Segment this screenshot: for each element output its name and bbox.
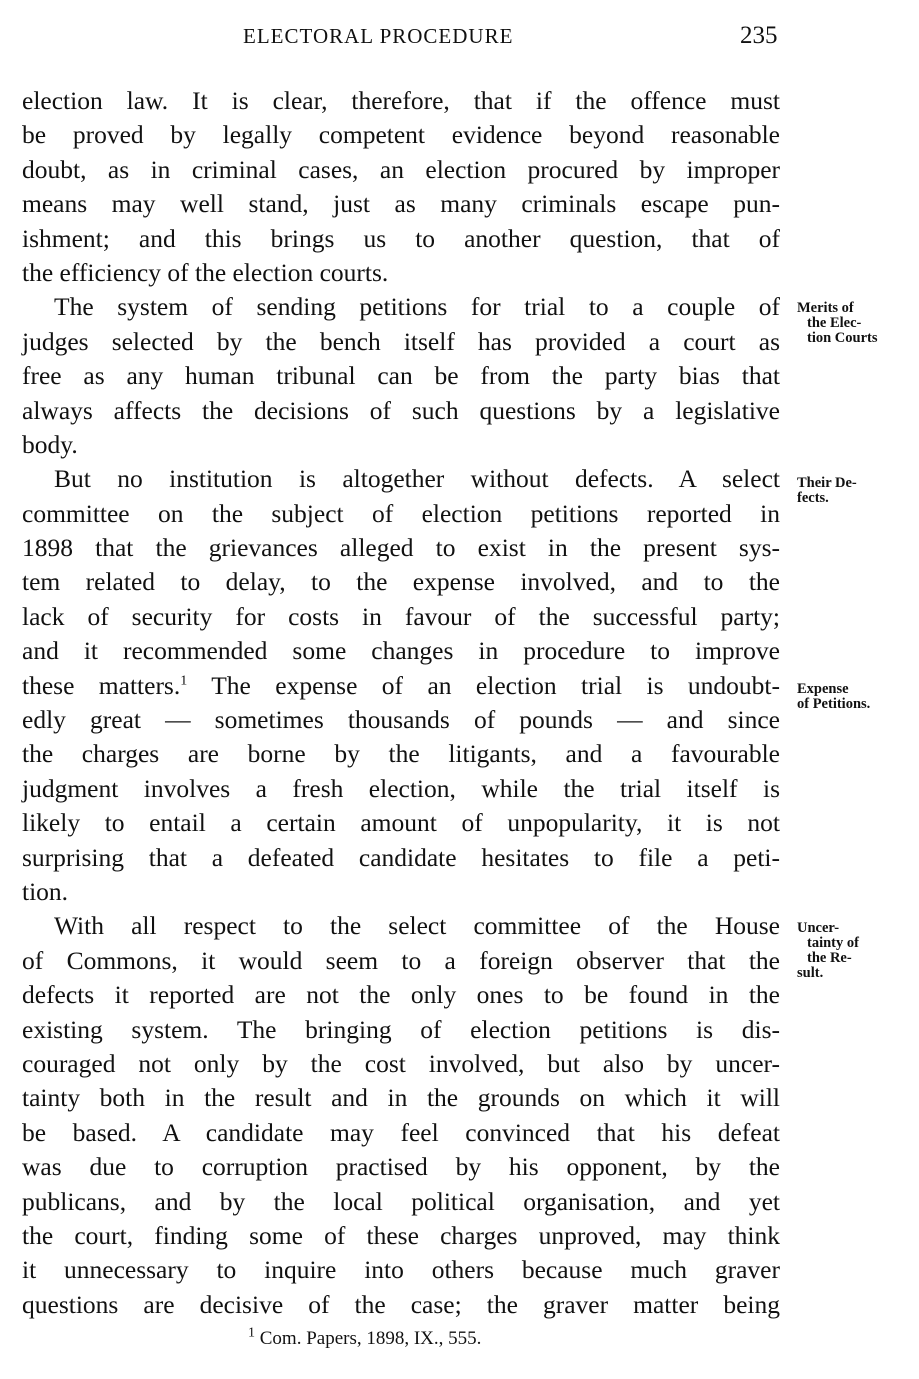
sidenote-line: Expense [797, 681, 849, 697]
sidenote-line: tainty of [807, 935, 859, 951]
text-line: tion. [22, 876, 69, 906]
text-line: be based. A candidate may feel convinced that his defeat [22, 1117, 780, 1147]
text-line: doubt, as in criminal cases, an election procured by improper [22, 154, 780, 184]
sidenote-line: the Elec- [807, 315, 862, 331]
text-line: it unnecessary to inquire into others because much graver [22, 1255, 780, 1285]
text-line: of Commons, it would seem to a foreign observer that the [22, 945, 780, 975]
sidenote-line: sult. [797, 965, 824, 981]
text-line: always affects the decisions of such questions by a legislative [22, 395, 780, 425]
text-line: existing system. The bringing of election petitions is dis- [22, 1014, 780, 1044]
footnote-text: Com. Papers, 1898, IX., 555. [259, 1328, 482, 1349]
sidenote-expense [797, 682, 870, 712]
text-line: free as any human tribunal can be from the party bias that [22, 361, 780, 391]
text-line-with-footnote [22, 669, 780, 703]
text-line: election law. It is clear, therefore, that if the offence must [22, 86, 780, 115]
sidenote-line: Merits of [797, 300, 854, 316]
footnote-marker: 1 [248, 1325, 255, 1341]
running-title: ELECTORAL PROCEDURE [243, 24, 514, 48]
text-line: tem related to delay, to the expense involved, and to the [22, 567, 780, 597]
sidenote-line: fects. [797, 490, 829, 506]
body-text [22, 84, 780, 1322]
page-number: 235 [740, 22, 778, 49]
sidenote-defects [797, 476, 857, 506]
text-line: surprising that a defeated candidate hesitates to file a peti- [22, 842, 780, 872]
text-line: lack of security for costs in favour of the successful party; [22, 601, 780, 631]
text-fragment: The expense of an election trial is undoubt- [187, 670, 781, 700]
sidenote-line: tion Courts [807, 330, 878, 346]
text-line: judges selected by the bench itself has provided a court as [22, 326, 780, 356]
footnote-reference: 1 [180, 673, 188, 689]
page-header [0, 22, 919, 56]
sidenote-line: the Re- [807, 950, 852, 966]
sidenote-line: of Petitions. [797, 696, 871, 712]
text-line: the court, finding some of these charges unproved, may think [22, 1220, 780, 1250]
text-line: the charges are borne by the litigants, and a favourable [22, 739, 780, 769]
text-line: questions are decisive of the case; the graver matter being [22, 1289, 780, 1319]
text-line: body. [22, 429, 78, 459]
text-fragment: these matters. [22, 670, 181, 700]
text-line: The system of sending petitions for trial to a couple of [54, 292, 780, 322]
text-line: and it recommended some changes in procedure to improve [22, 636, 780, 666]
sidenote-line: Their De- [797, 475, 857, 491]
sidenote-line: Uncer- [797, 920, 840, 936]
text-line: publicans, and by the local political organisation, and yet [22, 1186, 780, 1216]
text-line: edly great — sometimes thousands of pounds — and since [22, 705, 780, 735]
text-line: defects it reported are not the only ones to be found in the [22, 980, 780, 1010]
footnote [248, 1325, 482, 1350]
text-line: means may well stand, just as many criminals escape pun- [22, 189, 780, 219]
text-line: 1898 that the grievances alleged to exist in the present sys- [22, 533, 780, 563]
text-line: judgment involves a fresh election, while the trial itself is [22, 773, 780, 803]
sidenote-merits [797, 301, 878, 346]
text-line: be proved by legally competent evidence beyond reasonable [22, 120, 780, 150]
sidenote-uncertainty [797, 921, 859, 981]
text-line: was due to corruption practised by his opponent, by the [22, 1152, 780, 1182]
text-line: tainty both in the result and in the grounds on which it will [22, 1083, 780, 1113]
text-line: committee on the subject of election petitions reported in [22, 498, 780, 528]
text-line: ishment; and this brings us to another question, that of [22, 223, 780, 253]
text-line: the efficiency of the election courts. [22, 257, 389, 287]
text-line: likely to entail a certain amount of unpopularity, it is not [22, 808, 780, 838]
text-line: With all respect to the select committee of the House [54, 911, 780, 941]
text-line: couraged not only by the cost involved, but also by uncer- [22, 1048, 780, 1078]
text-line: But no institution is altogether without defects. A select [54, 464, 780, 494]
